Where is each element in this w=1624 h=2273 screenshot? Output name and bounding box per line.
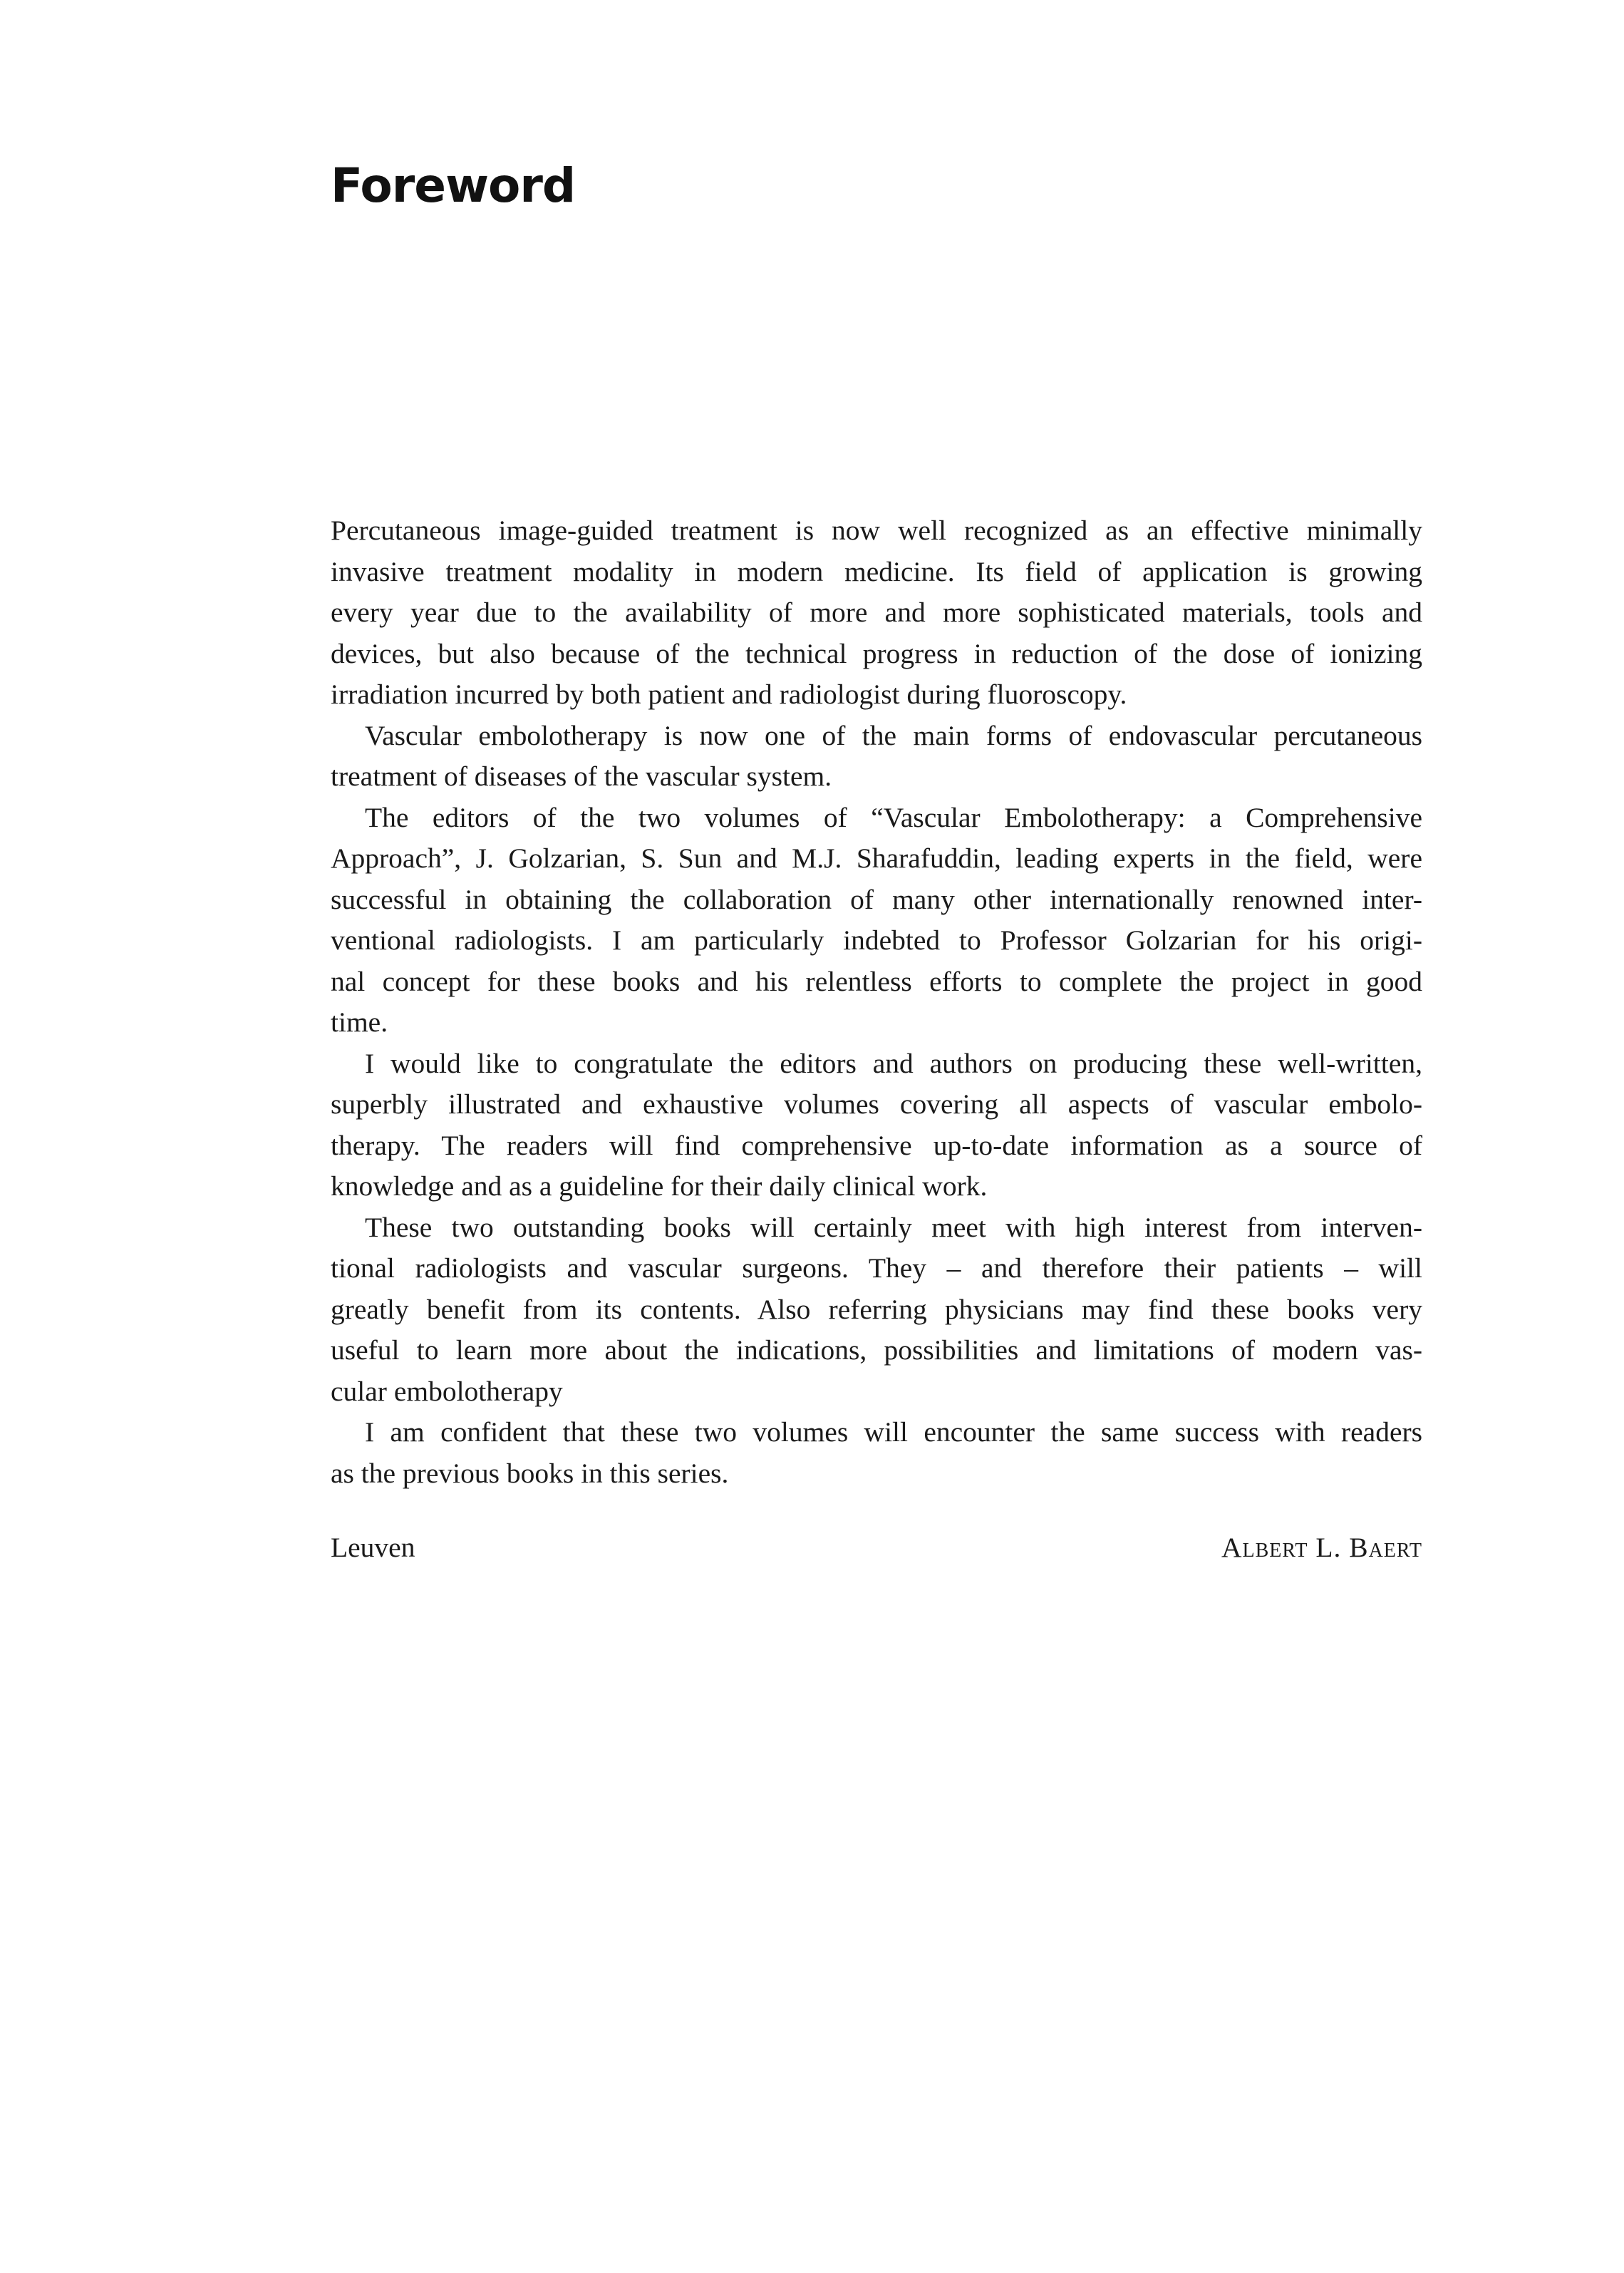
paragraph-line: I am confident that these two volumes will encounter the same success with readers xyxy=(365,1416,1422,1448)
paragraph-line: tional radiologists and vascular surgeons. They – and therefore their patients – will xyxy=(331,1252,1422,1284)
paragraph-line: every year due to the availability of more and more sophisticated materials, tools and xyxy=(331,597,1422,628)
paragraph-line: irradiation incurred by both patient and radiologist during fluoroscopy. xyxy=(331,679,1127,710)
paragraph xyxy=(331,510,1422,716)
paragraph-line: therapy. The readers will find comprehensive up-to-date information as a source of xyxy=(331,1129,1422,1161)
page-title: Foreword xyxy=(331,158,576,213)
foreword-body xyxy=(331,510,1422,1494)
paragraph-line: cular embolotherapy xyxy=(331,1375,563,1407)
paragraph xyxy=(331,1207,1422,1413)
paragraph-line: greatly benefit from its contents. Also referring physicians may find these books very xyxy=(331,1293,1422,1325)
paragraph-line: I would like to congratulate the editors and authors on producing these well-written, xyxy=(365,1047,1422,1079)
paragraph xyxy=(331,1412,1422,1494)
paragraph-line: treatment of diseases of the vascular system. xyxy=(331,761,832,792)
paragraph-line: ventional radiologists. I am particularly indebted to Professor Golzarian for his origi- xyxy=(331,924,1422,956)
paragraph-line: The editors of the two volumes of “Vascular Embolotherapy: a Comprehensive xyxy=(365,801,1422,833)
paragraph-line: nal concept for these books and his relentless efforts to complete the project in good xyxy=(331,965,1422,997)
paragraph xyxy=(331,716,1422,798)
paragraph-line: as the previous books in this series. xyxy=(331,1457,729,1489)
signature-place: Leuven xyxy=(331,1532,415,1563)
paragraph-line: successful in obtaining the collaboration of many other internationally renowned inter- xyxy=(331,883,1422,915)
signature-author: Albert L. Baert xyxy=(1221,1532,1422,1563)
paragraph-line: devices, but also because of the technical progress in reduction of the dose of ionizing xyxy=(331,637,1422,669)
signature-block xyxy=(331,1531,1422,1564)
paragraph-line: invasive treatment modality in modern medicine. Its field of application is growing xyxy=(331,555,1422,587)
paragraph-line: These two outstanding books will certainly meet with high interest from interven- xyxy=(365,1211,1422,1243)
paragraph-line: knowledge and as a guideline for their daily clinical work. xyxy=(331,1170,988,1202)
paragraph xyxy=(331,798,1422,1043)
paragraph xyxy=(331,1043,1422,1207)
paragraph-line: time. xyxy=(331,1006,388,1038)
paragraph-line: Approach”, J. Golzarian, S. Sun and M.J. Sharafuddin, leading experts in the field, were xyxy=(331,842,1422,874)
paragraph-line: Vascular embolotherapy is now one of the main forms of endovascular percutaneous xyxy=(365,719,1422,751)
paragraph-line: useful to learn more about the indications, possibilities and limitations of modern vas- xyxy=(331,1334,1422,1366)
paragraph-line: superbly illustrated and exhaustive volumes covering all aspects of vascular embolo- xyxy=(331,1088,1422,1120)
paragraph-line: Percutaneous image-guided treatment is now well recognized as an effective minimally xyxy=(331,515,1422,546)
